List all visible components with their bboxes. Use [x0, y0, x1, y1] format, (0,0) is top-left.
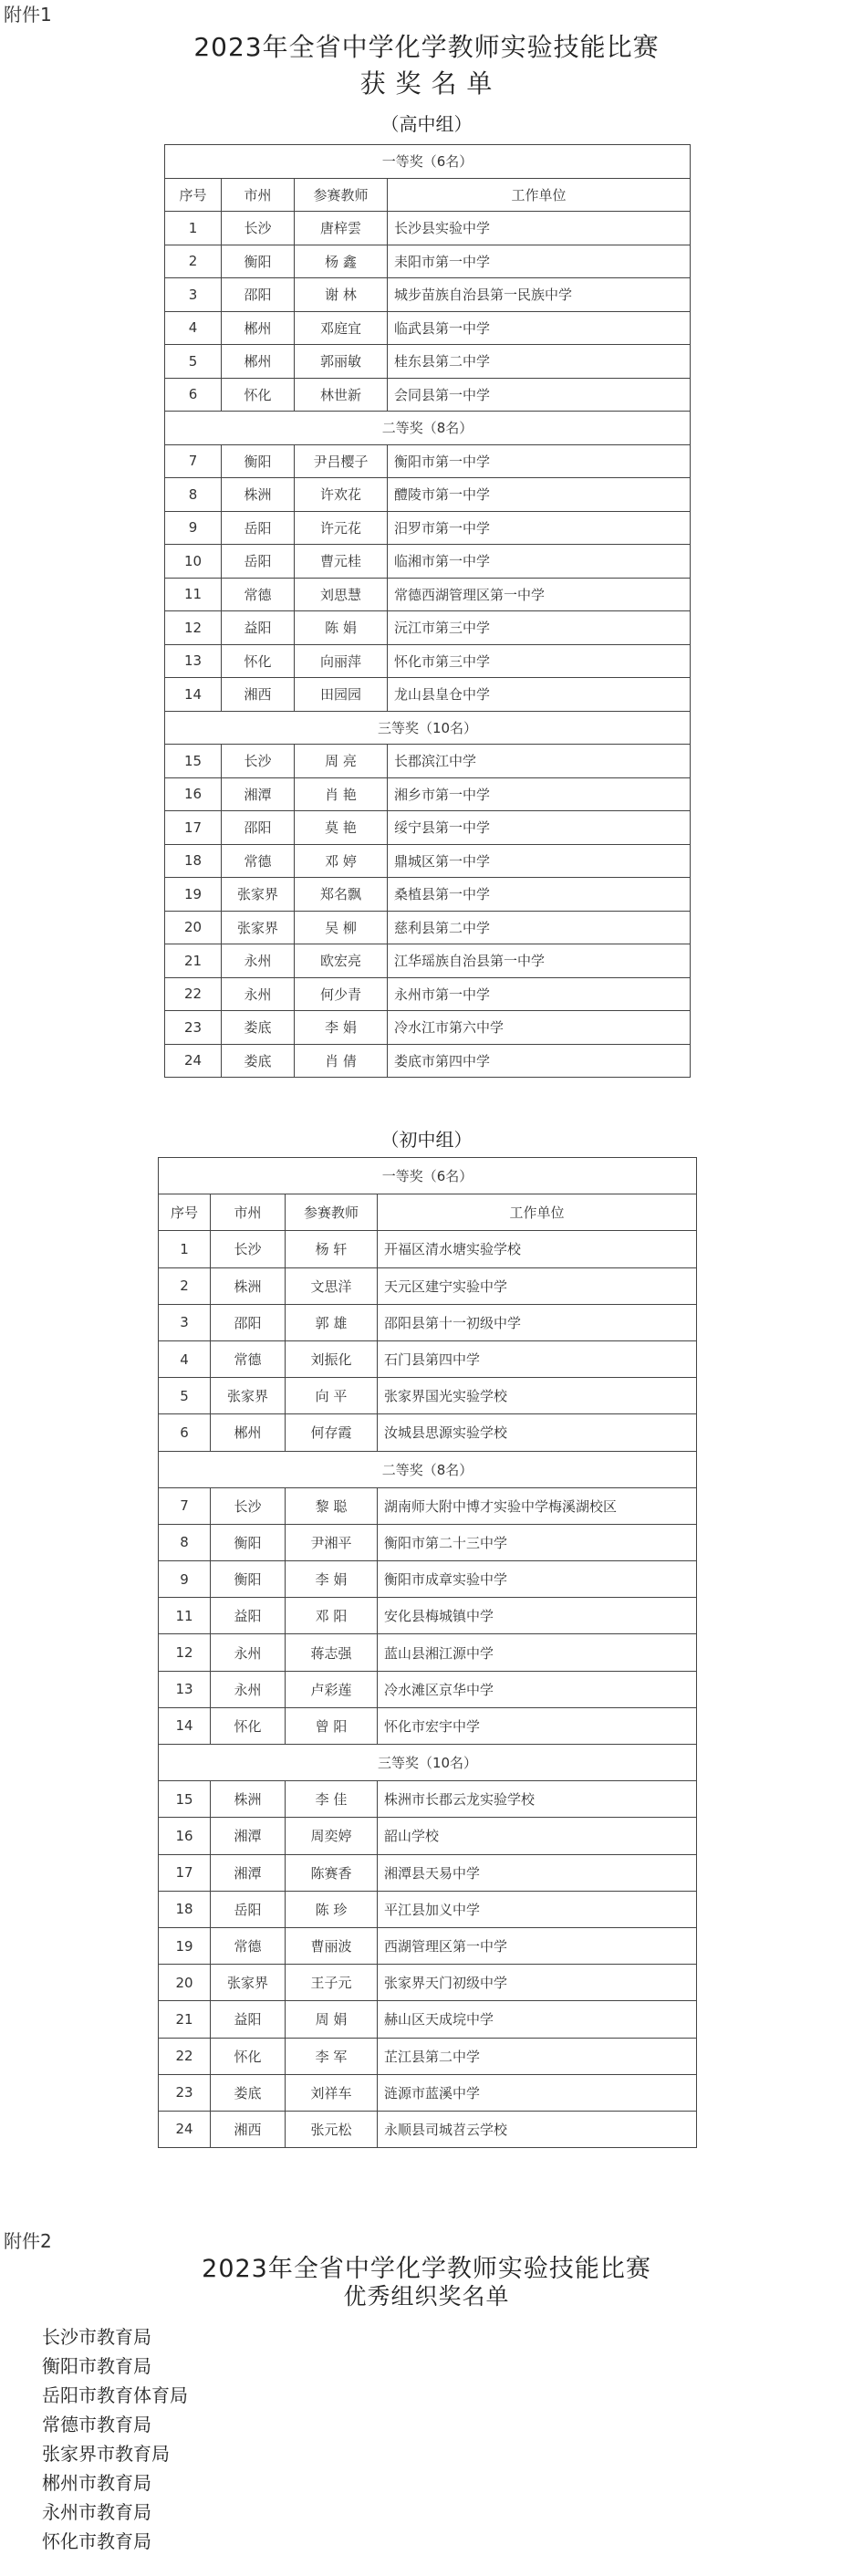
organization-item: 怀化市教育局 [42, 2530, 151, 2552]
cell-teacher: 郭丽敏 [295, 345, 388, 379]
cell-city: 张家界 [211, 1378, 286, 1414]
cell-unit: 耒阳市第一中学 [388, 245, 691, 278]
cell-unit: 涟源市蓝溪中学 [378, 2074, 697, 2111]
cell-teacher: 李 军 [286, 2038, 378, 2074]
cell-no: 13 [165, 644, 222, 678]
prize-heading-row [159, 1451, 697, 1487]
cell-teacher: 肖 艳 [295, 777, 388, 811]
cell-teacher: 向 平 [286, 1378, 378, 1414]
cell-no: 15 [159, 1781, 211, 1818]
cell-city: 株洲 [211, 1781, 286, 1818]
prize-heading: 一等奖（6名） [159, 1158, 697, 1194]
cell-unit: 醴陵市第一中学 [388, 478, 691, 512]
cell-unit: 临武县第一中学 [388, 311, 691, 345]
cell-no: 5 [165, 345, 222, 379]
cell-city: 衡阳 [222, 444, 295, 478]
cell-no: 6 [165, 378, 222, 412]
table-row [165, 844, 691, 878]
cell-city: 怀化 [222, 644, 295, 678]
cell-city: 湘潭 [222, 777, 295, 811]
cell-no: 12 [165, 611, 222, 645]
cell-no: 17 [159, 1854, 211, 1891]
cell-no: 15 [165, 745, 222, 778]
table-row [159, 1707, 697, 1744]
table-row [159, 2111, 697, 2147]
cell-unit: 长郡滨江中学 [388, 745, 691, 778]
column-header-row [159, 1194, 697, 1231]
cell-city: 益阳 [211, 1598, 286, 1634]
cell-teacher: 刘思慧 [295, 578, 388, 611]
cell-no: 16 [165, 777, 222, 811]
high-school-award-table [164, 144, 691, 1078]
cell-city: 常德 [222, 844, 295, 878]
table-row [165, 1044, 691, 1078]
cell-no: 18 [165, 844, 222, 878]
table-row [159, 1304, 697, 1340]
table-row [159, 1671, 697, 1707]
prize-heading-row [165, 412, 691, 445]
cell-city: 邵阳 [211, 1304, 286, 1340]
table-row [159, 1231, 697, 1267]
cell-unit: 平江县加义中学 [378, 1891, 697, 1927]
cell-unit: 赫山区天成垸中学 [378, 2001, 697, 2038]
organization-item: 郴州市教育局 [42, 2472, 151, 2494]
organization-item: 长沙市教育局 [42, 2326, 151, 2348]
cell-unit: 长沙县实验中学 [388, 212, 691, 245]
cell-no: 11 [165, 578, 222, 611]
cell-city: 怀化 [211, 2038, 286, 2074]
prize-heading-row [165, 145, 691, 179]
prize-heading: 一等奖（6名） [165, 145, 691, 179]
organization-item: 常德市教育局 [42, 2414, 151, 2435]
cell-unit: 沅江市第三中学 [388, 611, 691, 645]
table-row [165, 378, 691, 412]
cell-teacher: 李 娟 [295, 1011, 388, 1045]
cell-city: 湘西 [211, 2111, 286, 2147]
cell-teacher: 尹吕樱子 [295, 444, 388, 478]
cell-city: 湘潭 [211, 1854, 286, 1891]
cell-teacher: 曹丽波 [286, 1927, 378, 1964]
table-row [159, 1634, 697, 1671]
cell-no: 20 [159, 1965, 211, 2001]
cell-city: 益阳 [211, 2001, 286, 2038]
cell-unit: 临湘市第一中学 [388, 545, 691, 579]
cell-city: 长沙 [211, 1231, 286, 1267]
cell-unit: 株洲市长郡云龙实验学校 [378, 1781, 697, 1818]
cell-city: 永州 [222, 977, 295, 1011]
column-header-unit: 工作单位 [388, 178, 691, 212]
cell-unit: 邵阳县第十一初级中学 [378, 1304, 697, 1340]
prize-heading: 三等奖（10名） [165, 711, 691, 745]
cell-no: 2 [165, 245, 222, 278]
organization-item: 衡阳市教育局 [42, 2355, 151, 2377]
cell-city: 邵阳 [222, 811, 295, 845]
cell-teacher: 邓庭宜 [295, 311, 388, 345]
cell-teacher: 何少青 [295, 977, 388, 1011]
table-row [159, 1927, 697, 1964]
cell-teacher: 李 娟 [286, 1561, 378, 1598]
cell-teacher: 卢彩莲 [286, 1671, 378, 1707]
middle-school-group-title: （初中组） [380, 1129, 473, 1151]
cell-teacher: 刘振化 [286, 1340, 378, 1377]
cell-teacher: 谢 林 [295, 278, 388, 312]
cell-unit: 冷水滩区京华中学 [378, 1671, 697, 1707]
column-header-row [165, 178, 691, 212]
table-row [165, 578, 691, 611]
organization-item: 永州市教育局 [42, 2501, 151, 2523]
cell-city: 郴州 [211, 1414, 286, 1451]
organization-award-list [42, 2322, 188, 2556]
cell-unit: 江华瑶族自治县第一中学 [388, 944, 691, 978]
table-row [159, 1818, 697, 1854]
cell-no: 13 [159, 1671, 211, 1707]
cell-teacher: 欧宏亮 [295, 944, 388, 978]
cell-city: 张家界 [211, 1965, 286, 2001]
cell-no: 23 [165, 1011, 222, 1045]
cell-city: 株洲 [211, 1267, 286, 1304]
cell-unit: 城步苗族自治县第一民族中学 [388, 278, 691, 312]
cell-city: 娄底 [222, 1044, 295, 1078]
cell-no: 4 [165, 311, 222, 345]
cell-unit: 桂东县第二中学 [388, 345, 691, 379]
cell-no: 23 [159, 2074, 211, 2111]
page-subtitle: 获 奖 名 单 [359, 68, 494, 99]
table-row [165, 944, 691, 978]
table-row [165, 911, 691, 944]
cell-city: 湘西 [222, 678, 295, 712]
cell-teacher: 周 亮 [295, 745, 388, 778]
cell-teacher: 王子元 [286, 1965, 378, 2001]
middle-school-award-table [158, 1157, 697, 2148]
organization-item: 张家界市教育局 [42, 2443, 170, 2465]
cell-no: 16 [159, 1818, 211, 1854]
cell-city: 郴州 [222, 311, 295, 345]
table-row [165, 478, 691, 512]
cell-teacher: 唐梓雲 [295, 212, 388, 245]
cell-teacher: 许欢花 [295, 478, 388, 512]
cell-unit: 张家界天门初级中学 [378, 1965, 697, 2001]
cell-teacher: 林世新 [295, 378, 388, 412]
table-row [165, 611, 691, 645]
cell-city: 张家界 [222, 878, 295, 912]
cell-unit: 安化县梅城镇中学 [378, 1598, 697, 1634]
table-row [165, 212, 691, 245]
cell-unit: 张家界国光实验学校 [378, 1378, 697, 1414]
cell-teacher: 吴 柳 [295, 911, 388, 944]
table-row [165, 745, 691, 778]
cell-no: 3 [165, 278, 222, 312]
column-header-no: 序号 [165, 178, 222, 212]
organization-award-title: 2023年全省中学化学教师实验技能比赛 [202, 2255, 651, 2283]
cell-no: 8 [165, 478, 222, 512]
table-row [165, 977, 691, 1011]
cell-unit: 汨罗市第一中学 [388, 511, 691, 545]
table-row [165, 345, 691, 379]
cell-no: 22 [165, 977, 222, 1011]
cell-no: 19 [159, 1927, 211, 1964]
cell-unit: 绥宁县第一中学 [388, 811, 691, 845]
table-row [159, 2001, 697, 2038]
cell-city: 常德 [211, 1927, 286, 1964]
cell-city: 永州 [211, 1671, 286, 1707]
table-row [165, 545, 691, 579]
cell-teacher: 莫 艳 [295, 811, 388, 845]
cell-no: 11 [159, 1598, 211, 1634]
cell-unit: 怀化市第三中学 [388, 644, 691, 678]
cell-no: 19 [165, 878, 222, 912]
cell-no: 4 [159, 1340, 211, 1377]
cell-no: 24 [159, 2111, 211, 2147]
cell-teacher: 田园园 [295, 678, 388, 712]
cell-no: 6 [159, 1414, 211, 1451]
cell-city: 株洲 [222, 478, 295, 512]
table-row [165, 511, 691, 545]
cell-no: 9 [159, 1561, 211, 1598]
organization-award-subtitle: 优秀组织奖名单 [343, 2283, 510, 2310]
cell-unit: 衡阳市第二十三中学 [378, 1524, 697, 1560]
cell-teacher: 肖 倩 [295, 1044, 388, 1078]
cell-no: 8 [159, 1524, 211, 1560]
high-school-group-title: （高中组） [380, 113, 473, 135]
cell-teacher: 何存霞 [286, 1414, 378, 1451]
cell-city: 怀化 [222, 378, 295, 412]
table-row [159, 1891, 697, 1927]
cell-city: 张家界 [222, 911, 295, 944]
cell-unit: 慈利县第二中学 [388, 911, 691, 944]
prize-heading-row [159, 1158, 697, 1194]
cell-teacher: 陈 娟 [295, 611, 388, 645]
cell-unit: 怀化市宏宇中学 [378, 1707, 697, 1744]
cell-city: 长沙 [222, 212, 295, 245]
cell-unit: 芷江县第二中学 [378, 2038, 697, 2074]
cell-no: 14 [159, 1707, 211, 1744]
cell-no: 7 [165, 444, 222, 478]
cell-no: 10 [165, 545, 222, 579]
table-row [165, 245, 691, 278]
cell-unit: 韶山学校 [378, 1818, 697, 1854]
cell-city: 永州 [211, 1634, 286, 1671]
cell-teacher: 尹湘平 [286, 1524, 378, 1560]
cell-unit: 湘乡市第一中学 [388, 777, 691, 811]
table-row [165, 811, 691, 845]
cell-city: 岳阳 [211, 1891, 286, 1927]
table-row [159, 1561, 697, 1598]
table-row [165, 878, 691, 912]
table-row [165, 777, 691, 811]
column-header-city: 市州 [211, 1194, 286, 1231]
cell-no: 12 [159, 1634, 211, 1671]
cell-no: 21 [159, 2001, 211, 2038]
cell-unit: 蓝山县湘江源中学 [378, 1634, 697, 1671]
column-header-teacher: 参赛教师 [286, 1194, 378, 1231]
cell-no: 20 [165, 911, 222, 944]
cell-city: 岳阳 [222, 511, 295, 545]
cell-no: 3 [159, 1304, 211, 1340]
cell-teacher: 郑名飘 [295, 878, 388, 912]
table-row [159, 1781, 697, 1818]
cell-unit: 汝城县思源实验学校 [378, 1414, 697, 1451]
table-row [159, 1487, 697, 1524]
table-row [159, 1965, 697, 2001]
attachment-2-label: 附件2 [4, 2230, 52, 2252]
cell-no: 14 [165, 678, 222, 712]
table-row [165, 278, 691, 312]
cell-unit: 冷水江市第六中学 [388, 1011, 691, 1045]
cell-unit: 天元区建宁实验中学 [378, 1267, 697, 1304]
cell-city: 常德 [222, 578, 295, 611]
cell-no: 1 [165, 212, 222, 245]
cell-city: 长沙 [211, 1487, 286, 1524]
cell-city: 衡阳 [211, 1561, 286, 1598]
cell-unit: 会同县第一中学 [388, 378, 691, 412]
cell-no: 2 [159, 1267, 211, 1304]
table-row [159, 2074, 697, 2111]
cell-teacher: 周 娟 [286, 2001, 378, 2038]
cell-city: 益阳 [222, 611, 295, 645]
cell-unit: 石门县第四中学 [378, 1340, 697, 1377]
table-row [165, 678, 691, 712]
table-row [165, 1011, 691, 1045]
cell-teacher: 曾 阳 [286, 1707, 378, 1744]
cell-unit: 娄底市第四中学 [388, 1044, 691, 1078]
cell-city: 怀化 [211, 1707, 286, 1744]
prize-heading: 二等奖（8名） [159, 1451, 697, 1487]
cell-teacher: 杨 鑫 [295, 245, 388, 278]
cell-unit: 衡阳市第一中学 [388, 444, 691, 478]
cell-teacher: 周奕婷 [286, 1818, 378, 1854]
cell-teacher: 邓 婷 [295, 844, 388, 878]
cell-city: 衡阳 [211, 1524, 286, 1560]
cell-city: 娄底 [211, 2074, 286, 2111]
table-row [159, 1378, 697, 1414]
cell-city: 永州 [222, 944, 295, 978]
table-row [159, 1267, 697, 1304]
cell-unit: 衡阳市成章实验中学 [378, 1561, 697, 1598]
cell-unit: 桑植县第一中学 [388, 878, 691, 912]
cell-no: 9 [165, 511, 222, 545]
cell-teacher: 陈 珍 [286, 1891, 378, 1927]
table-row [159, 1414, 697, 1451]
prize-heading-row [165, 711, 691, 745]
cell-teacher: 向丽萍 [295, 644, 388, 678]
cell-unit: 龙山县皇仓中学 [388, 678, 691, 712]
table-row [165, 444, 691, 478]
cell-unit: 常德西湖管理区第一中学 [388, 578, 691, 611]
table-row [165, 644, 691, 678]
cell-city: 衡阳 [222, 245, 295, 278]
table-row [159, 2038, 697, 2074]
cell-teacher: 许元花 [295, 511, 388, 545]
prize-heading-row [159, 1745, 697, 1781]
cell-city: 长沙 [222, 745, 295, 778]
column-header-unit: 工作单位 [378, 1194, 697, 1231]
cell-unit: 湖南师大附中博才实验中学梅溪湖校区 [378, 1487, 697, 1524]
cell-city: 湘潭 [211, 1818, 286, 1854]
prize-heading: 二等奖（8名） [165, 412, 691, 445]
cell-no: 7 [159, 1487, 211, 1524]
cell-unit: 湘潭县天易中学 [378, 1854, 697, 1891]
cell-unit: 开福区清水塘实验学校 [378, 1231, 697, 1267]
cell-no: 22 [159, 2038, 211, 2074]
cell-teacher: 蒋志强 [286, 1634, 378, 1671]
cell-teacher: 张元松 [286, 2111, 378, 2147]
cell-city: 邵阳 [222, 278, 295, 312]
cell-no: 21 [165, 944, 222, 978]
cell-teacher: 文思洋 [286, 1267, 378, 1304]
cell-no: 18 [159, 1891, 211, 1927]
cell-city: 岳阳 [222, 545, 295, 579]
page-title: 2023年全省中学化学教师实验技能比赛 [193, 32, 660, 62]
cell-unit: 鼎城区第一中学 [388, 844, 691, 878]
cell-teacher: 黎 聪 [286, 1487, 378, 1524]
table-row [159, 1854, 697, 1891]
cell-city: 郴州 [222, 345, 295, 379]
cell-no: 24 [165, 1044, 222, 1078]
cell-teacher: 曹元桂 [295, 545, 388, 579]
cell-teacher: 李 佳 [286, 1781, 378, 1818]
cell-teacher: 刘祥车 [286, 2074, 378, 2111]
cell-unit: 西湖管理区第一中学 [378, 1927, 697, 1964]
cell-teacher: 杨 轩 [286, 1231, 378, 1267]
attachment-1-label: 附件1 [4, 4, 52, 26]
cell-unit: 永顺县司城苕云学校 [378, 2111, 697, 2147]
column-header-no: 序号 [159, 1194, 211, 1231]
cell-no: 5 [159, 1378, 211, 1414]
cell-city: 娄底 [222, 1011, 295, 1045]
table-row [159, 1340, 697, 1377]
cell-city: 常德 [211, 1340, 286, 1377]
cell-unit: 永州市第一中学 [388, 977, 691, 1011]
column-header-city: 市州 [222, 178, 295, 212]
column-header-teacher: 参赛教师 [295, 178, 388, 212]
prize-heading: 三等奖（10名） [159, 1745, 697, 1781]
organization-item: 岳阳市教育体育局 [42, 2384, 188, 2406]
cell-teacher: 陈赛香 [286, 1854, 378, 1891]
cell-teacher: 邓 阳 [286, 1598, 378, 1634]
table-row [165, 311, 691, 345]
cell-no: 17 [165, 811, 222, 845]
table-row [159, 1524, 697, 1560]
cell-teacher: 郭 雄 [286, 1304, 378, 1340]
cell-no: 1 [159, 1231, 211, 1267]
table-row [159, 1598, 697, 1634]
